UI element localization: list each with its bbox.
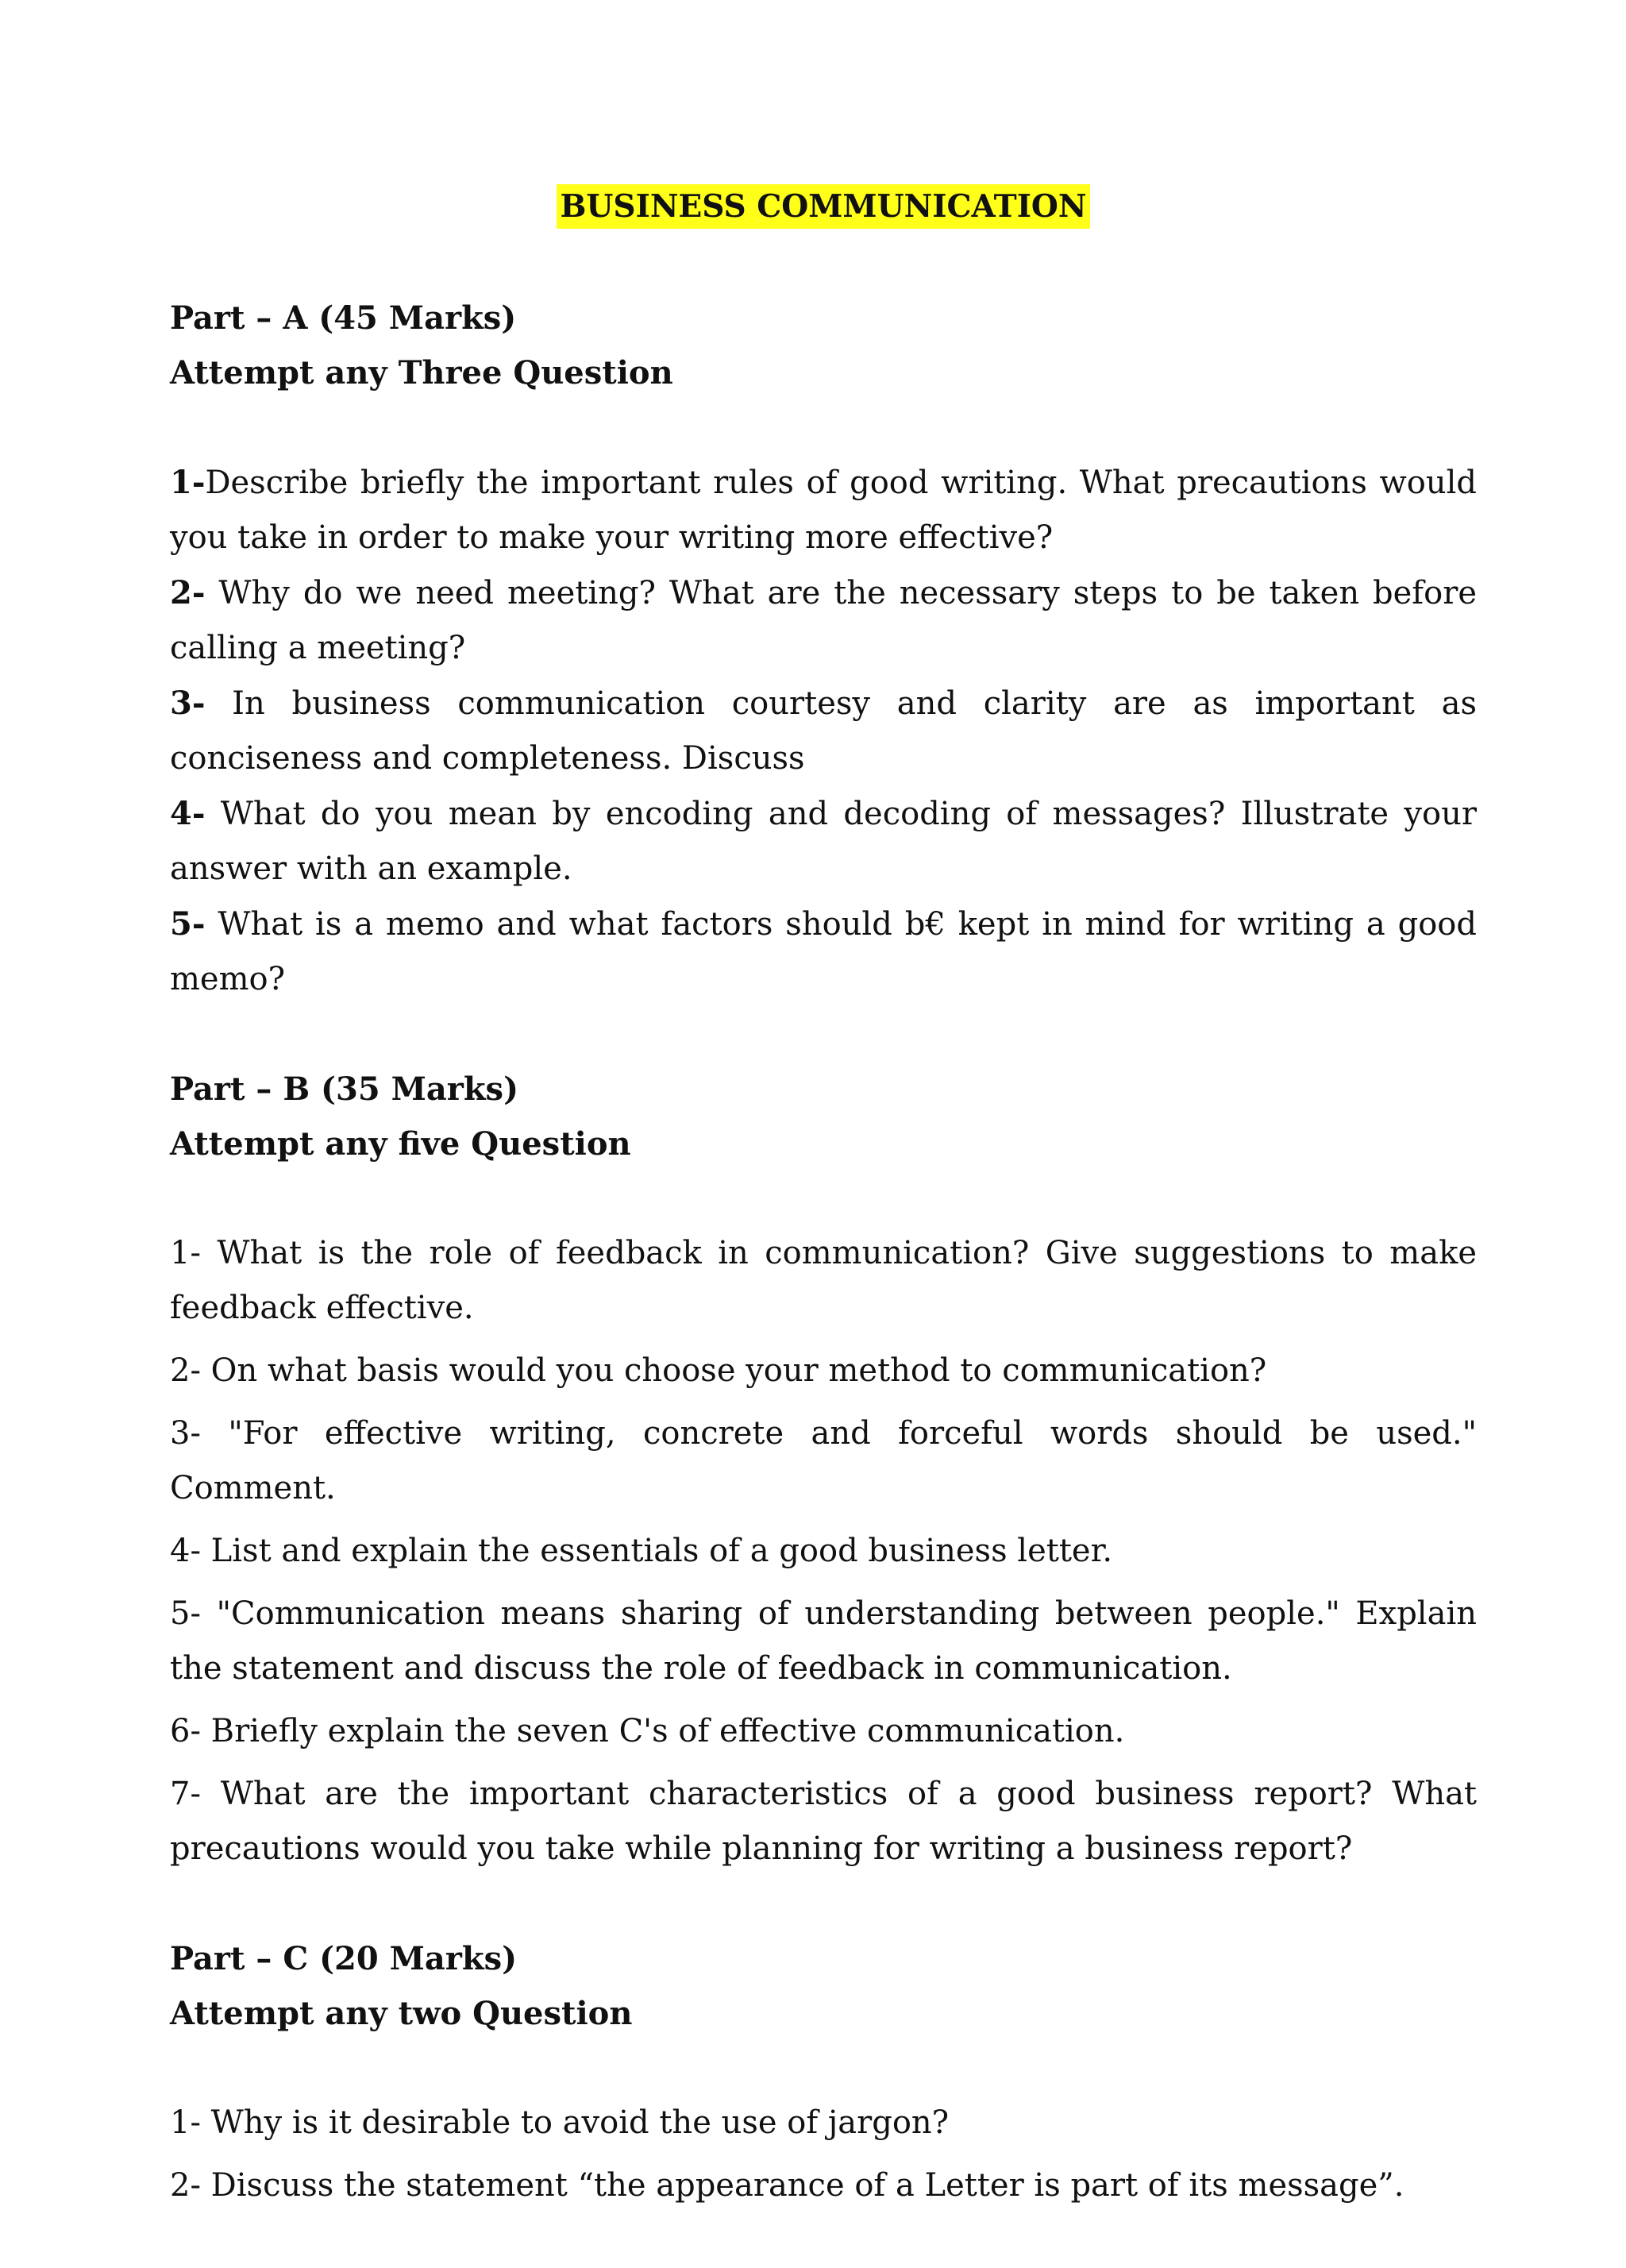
- question-number: 1-: [170, 1235, 201, 1271]
- question-number: 5-: [170, 905, 206, 943]
- part-b-heading: Part – B (35 Marks): [170, 1070, 519, 1108]
- part-a-heading: Part – A (45 Marks): [170, 299, 517, 337]
- question-item: [170, 897, 1477, 1007]
- question-text: In business communication courtesy and clarity are as important as conciseness and completeness. Discuss: [170, 685, 1477, 777]
- question-item: [170, 455, 1477, 565]
- question-text: Describe briefly the important rules of good writing. What precautions would you take in order to make your writing more effective?: [170, 465, 1477, 556]
- question-item: [170, 2096, 1477, 2150]
- question-text: Why do we need meeting? What are the necessary steps to be taken before calling a meeting?: [170, 575, 1477, 666]
- question-number: 7-: [170, 1776, 201, 1812]
- part-a-section: [170, 291, 1477, 1007]
- page-title: BUSINESS COMMUNICATION: [557, 184, 1089, 229]
- question-number: 1-: [170, 2104, 201, 2141]
- question-item: [170, 1344, 1477, 1398]
- question-text: Why is it desirable to avoid the use of jargon?: [200, 2104, 950, 2141]
- part-b-questions: [170, 1226, 1477, 1876]
- question-text: List and explain the essentials of a good business letter.: [200, 1533, 1113, 1569]
- part-c-instruction: Attempt any two Question: [170, 1995, 633, 2032]
- question-text: What is the role of feedback in communication? Give suggestions to make feedback effective.: [170, 1235, 1477, 1326]
- question-text: What do you mean by encoding and decoding of messages? Illustrate your answer with an example.: [170, 796, 1477, 887]
- question-text: Discuss the statement “the appearance of a Letter is part of its message”.: [200, 2167, 1404, 2204]
- question-item: [170, 1704, 1477, 1759]
- question-text: Briefly explain the seven C's of effective communication.: [200, 1713, 1125, 1749]
- question-item: [170, 1226, 1477, 1336]
- question-item: [170, 1524, 1477, 1579]
- part-c-heading: Part – C (20 Marks): [170, 1940, 518, 1977]
- part-b-section: [170, 1062, 1477, 1876]
- question-number: 2-: [170, 2167, 201, 2204]
- question-item: [170, 1767, 1477, 1876]
- part-a-instruction: Attempt any Three Question: [170, 354, 673, 392]
- question-item: [170, 2158, 1477, 2213]
- part-a-questions: [170, 455, 1477, 1007]
- part-c-questions: [170, 2096, 1477, 2213]
- question-number: 5-: [170, 1595, 201, 1632]
- question-number: 2-: [170, 1352, 201, 1389]
- question-text: "For effective writing, concrete and forceful words should be used." Comment.: [170, 1415, 1477, 1506]
- question-text: What is a memo and what factors should b€ kept in mind for writing a good memo?: [170, 906, 1477, 997]
- title-block: [170, 184, 1477, 229]
- question-number: 3-: [170, 1415, 201, 1452]
- question-number: 4-: [170, 1533, 201, 1569]
- question-number: 6-: [170, 1713, 201, 1749]
- question-number: 4-: [170, 795, 206, 832]
- question-item: [170, 676, 1477, 786]
- question-text: "Communication means sharing of understanding between people." Explain the statement and discuss the role of feedback in communication.: [170, 1595, 1477, 1687]
- question-item: [170, 1587, 1477, 1696]
- question-item: [170, 786, 1477, 897]
- question-number: 2-: [170, 574, 206, 611]
- question-text: What are the important characteristics of a good business report? What precautions would you take while planning for writing a business report?: [170, 1776, 1477, 1867]
- part-b-instruction: Attempt any five Question: [170, 1125, 631, 1163]
- question-number: 1-: [170, 464, 206, 501]
- exam-paper: [170, 184, 1477, 2268]
- question-text: On what basis would you choose your method to communication?: [200, 1352, 1267, 1389]
- question-item: [170, 1406, 1477, 1516]
- question-number: 3-: [170, 685, 206, 722]
- question-item: [170, 565, 1477, 676]
